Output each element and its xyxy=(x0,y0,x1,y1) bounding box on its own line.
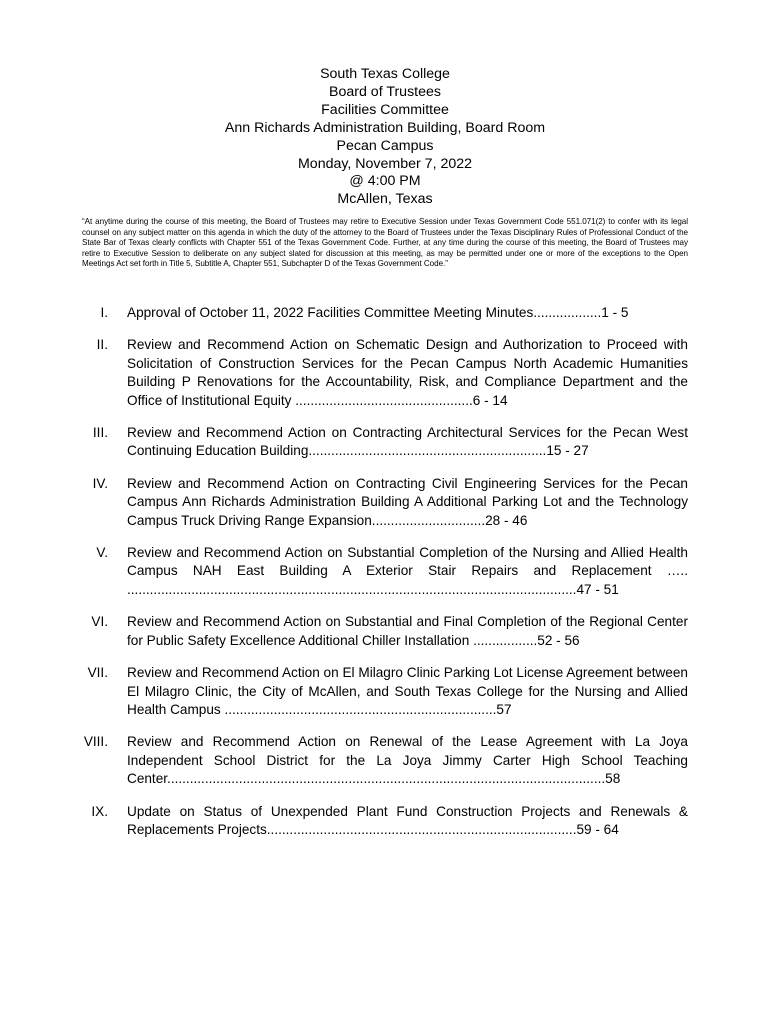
header-line-location: Ann Richards Administration Building, Board Room xyxy=(224,119,546,136)
agenda-item-pages: 1 - 5 xyxy=(601,305,629,320)
executive-session-notice: “At anytime during the course of this meeting, the Board of Trustees may retire to Executive Session under Texas Government Code 551.071(2) to confer with its legal counsel on any subject matter on this agenda in which the duty of the attorney to the Board of Trustees under the Texas Disciplinary Rules of Professional Conduct of the State Bar of Texas clearly conflicts with Chapter 551 of the Texas Government Code. Further, at any time during the course of this meeting, the Board of Trustees may retire to Executive Session to deliberate on any subject slated for discussion at this meeting, as may be permitted under one or more of the exceptions to the Open Meetings Act set forth in Title 5, Subtitle A, Chapter 551, Subchapter D of the Texas Government Code.” xyxy=(82,217,688,269)
header-line-campus: Pecan Campus xyxy=(336,137,434,154)
agenda-item-pages: 28 - 46 xyxy=(485,512,528,528)
agenda-item-number: III. xyxy=(92,425,108,441)
agenda-item xyxy=(70,424,688,461)
agenda-list xyxy=(70,304,688,853)
agenda-item-text: Review and Recommend Action on Contracting Architectural Services for the Pecan West Continuing Education Building............................................................... xyxy=(127,425,688,459)
header-line-time: @ 4:00 PM xyxy=(349,173,421,190)
agenda-item-number: IV. xyxy=(92,475,108,491)
agenda-item-pages: 6 - 14 xyxy=(472,392,508,408)
agenda-item-pages: 58 xyxy=(605,771,621,787)
agenda-item xyxy=(70,803,688,840)
agenda-item-text: Review and Recommend Action on El Milagro Clinic Parking Lot License Agreement between El Milagro Clinic, the City of McAllen, and South Texas College for the Nursing and Allied Health Campus ........................................................................ xyxy=(127,665,688,717)
agenda-item-number: VIII. xyxy=(83,734,108,750)
agenda-item-number: IX. xyxy=(91,803,108,819)
agenda-item xyxy=(70,475,688,530)
agenda-item-pages: 15 - 27 xyxy=(546,443,589,459)
header-line-college: South Texas College xyxy=(320,66,450,82)
agenda-item xyxy=(70,336,688,410)
agenda-item xyxy=(70,613,688,650)
agenda-item-pages: 47 - 51 xyxy=(576,581,619,597)
agenda-item-text: Approval of October 11, 2022 Facilities Committee Meeting Minutes.................. xyxy=(127,305,602,320)
agenda-item xyxy=(70,544,688,599)
agenda-item-pages: 59 - 64 xyxy=(576,821,619,837)
agenda-item-text: Review and Recommend Action on Substantial Completion of the Nursing and Allied Health Campus NAH East Building A Exterior Stair Repairs and Replacement ….. ....................................................................................................................... xyxy=(127,545,688,597)
agenda-item-number: V. xyxy=(96,545,108,561)
agenda-item-number: VII. xyxy=(87,665,108,681)
agenda-item-number: I. xyxy=(100,305,108,320)
agenda-item-pages: 57 xyxy=(496,701,512,717)
header-line-city: McAllen, Texas xyxy=(337,191,433,208)
agenda-item-text: Review and Recommend Action on Contracting Civil Engineering Services for the Pecan Campus Ann Richards Administration Building A Additional Parking Lot and the Technology Campus Truck Driving Range Expansion.............................. xyxy=(127,475,688,528)
agenda-item-text: Review and Recommend Action on Schematic Design and Authorization to Proceed with Solicitation of Construction Services for the Pecan Campus North Academic Humanities Building P Renovations for the Accountability, Risk, and Compliance Department and the Office of Institutional Equity ............................................... xyxy=(127,337,688,408)
agenda-item xyxy=(70,733,688,788)
agenda-item xyxy=(70,664,688,719)
header-line-date: Monday, November 7, 2022 xyxy=(297,155,473,172)
agenda-item xyxy=(70,304,688,322)
agenda-item-text: Review and Recommend Action on Substantial and Final Completion of the Regional Center for Public Safety Excellence Additional Chiller Installation ................. xyxy=(127,614,688,648)
header-line-committee: Facilities Committee xyxy=(321,101,449,118)
header-line-board: Board of Trustees xyxy=(329,83,441,100)
agenda-item-number: VI. xyxy=(91,614,108,630)
agenda-item-text: Review and Recommend Action on Renewal of the Lease Agreement with La Joya Independent School District for the La Joya Jimmy Carter High School Teaching Center.................................................................................................................... xyxy=(127,734,688,787)
agenda-item-number: II. xyxy=(96,337,108,353)
meeting-header xyxy=(0,66,770,209)
agenda-item-pages: 52 - 56 xyxy=(537,632,580,648)
agenda-item-text: Update on Status of Unexpended Plant Fund Construction Projects and Renewals & Replacements Projects.................................................................................. xyxy=(127,803,688,837)
